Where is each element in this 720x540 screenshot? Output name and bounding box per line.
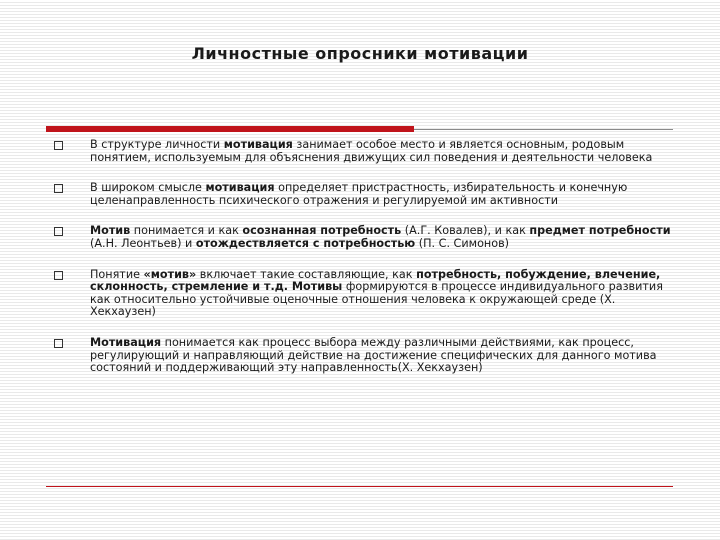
- text-segment: занимает особое место и является основным, родовым понятием, используемым для объяснения движущих сил поведения и деятельности человека: [90, 138, 653, 164]
- bullet-list: [50, 139, 680, 375]
- list-item: [50, 139, 680, 164]
- text-segment: понимается как процесс выбора между различными действиями, как процесс, регулирующий и направляющий действие на достижение специфических для данного мотива состояний и поддерживающий эту направленность(Х. Хекхаузен): [90, 335, 657, 375]
- hollow-square-bullet-icon: [54, 339, 63, 348]
- top-divider-accent: [46, 126, 414, 132]
- list-item: [50, 225, 680, 250]
- top-divider: [46, 126, 673, 132]
- text-segment: (А.Г. Ковалев), и как: [401, 224, 530, 238]
- text-segment-bold: Мотивация: [90, 335, 162, 349]
- item-text: [90, 181, 627, 207]
- hollow-square-bullet-icon: [54, 271, 63, 280]
- text-segment-bold: отождествляется с потребностью: [195, 236, 416, 250]
- text-segment: формируются в процессе индивидуального развития как относительно устойчивые оценочные отношения человека к окружающей среде (Х. Хекхаузен): [90, 280, 663, 319]
- text-segment-bold: мотивация: [223, 138, 293, 151]
- list-item: [50, 182, 680, 207]
- text-segment-bold: потребность, побуждение, влечение, склонность, стремление и т.д. Мотивы: [90, 267, 661, 294]
- hollow-square-bullet-icon: [54, 184, 63, 193]
- text-segment: определяет пристрастность, избирательность и конечную целенаправленность психического отражения и регулируемой им активности: [90, 181, 628, 207]
- text-segment: В структуре личности: [90, 138, 224, 151]
- item-text: [90, 224, 671, 250]
- text-segment-bold: «мотив»: [143, 267, 197, 281]
- bottom-divider: [46, 486, 673, 487]
- text-segment-bold: Мотив: [90, 224, 131, 238]
- text-segment: (А.Н. Леонтьев) и: [90, 236, 196, 250]
- item-text: [90, 268, 663, 319]
- text-segment-bold: мотивация: [205, 181, 275, 195]
- text-segment: В широком смысле: [90, 181, 206, 195]
- text-segment-bold: предмет потребности: [529, 224, 671, 238]
- slide-title: Личностные опросники мотивации: [191, 44, 529, 63]
- item-text: [90, 336, 657, 374]
- text-segment-bold: осознанная потребность: [242, 224, 402, 238]
- hollow-square-bullet-icon: [54, 227, 63, 236]
- text-segment: включает такие составляющие, как: [196, 267, 417, 281]
- text-segment: (П. С. Симонов): [415, 236, 510, 250]
- text-segment: Понятие: [90, 267, 144, 281]
- item-text: [90, 138, 652, 164]
- top-divider-line: [414, 129, 673, 130]
- list-item: [50, 269, 680, 319]
- text-segment: понимается и как: [130, 224, 243, 238]
- hollow-square-bullet-icon: [54, 141, 63, 150]
- list-item: [50, 337, 680, 375]
